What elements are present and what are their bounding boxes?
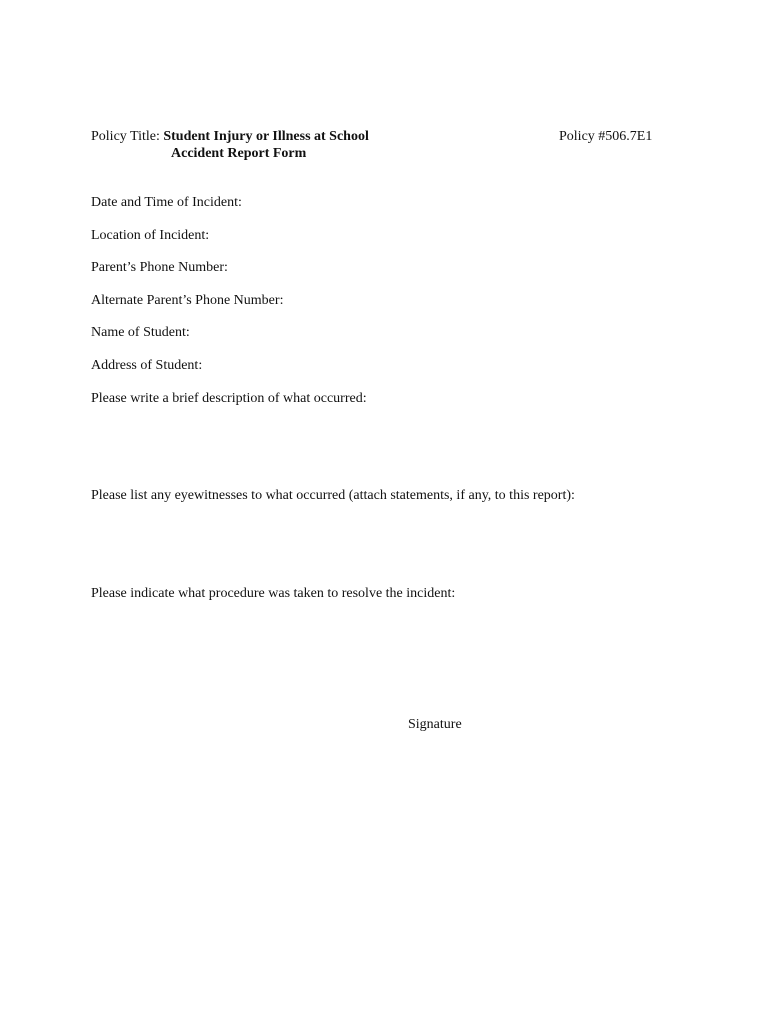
policy-number: Policy #506.7E1 xyxy=(559,129,653,144)
field-label-eyewitnesses: Please list any eyewitnesses to what occurred (attach statements, if any, to this report): xyxy=(91,488,575,503)
field-label-student-name: Name of Student: xyxy=(91,325,190,340)
field-label-procedure: Please indicate what procedure was taken to resolve the incident: xyxy=(91,586,456,601)
field-label-alternate-parent-phone: Alternate Parent’s Phone Number: xyxy=(91,293,284,308)
policy-title-line1: Student Injury or Illness at School xyxy=(163,129,369,144)
policy-title-line2: Accident Report Form xyxy=(171,146,307,161)
field-label-description: Please write a brief description of what occurred: xyxy=(91,391,367,406)
signature-label: Signature xyxy=(408,717,462,732)
field-label-location: Location of Incident: xyxy=(91,228,210,243)
policy-title xyxy=(91,128,369,146)
field-label-date-time: Date and Time of Incident: xyxy=(91,195,242,210)
field-label-parent-phone: Parent’s Phone Number: xyxy=(91,260,228,275)
field-label-student-address: Address of Student: xyxy=(91,358,203,373)
policy-title-label: Policy Title: xyxy=(91,129,160,144)
